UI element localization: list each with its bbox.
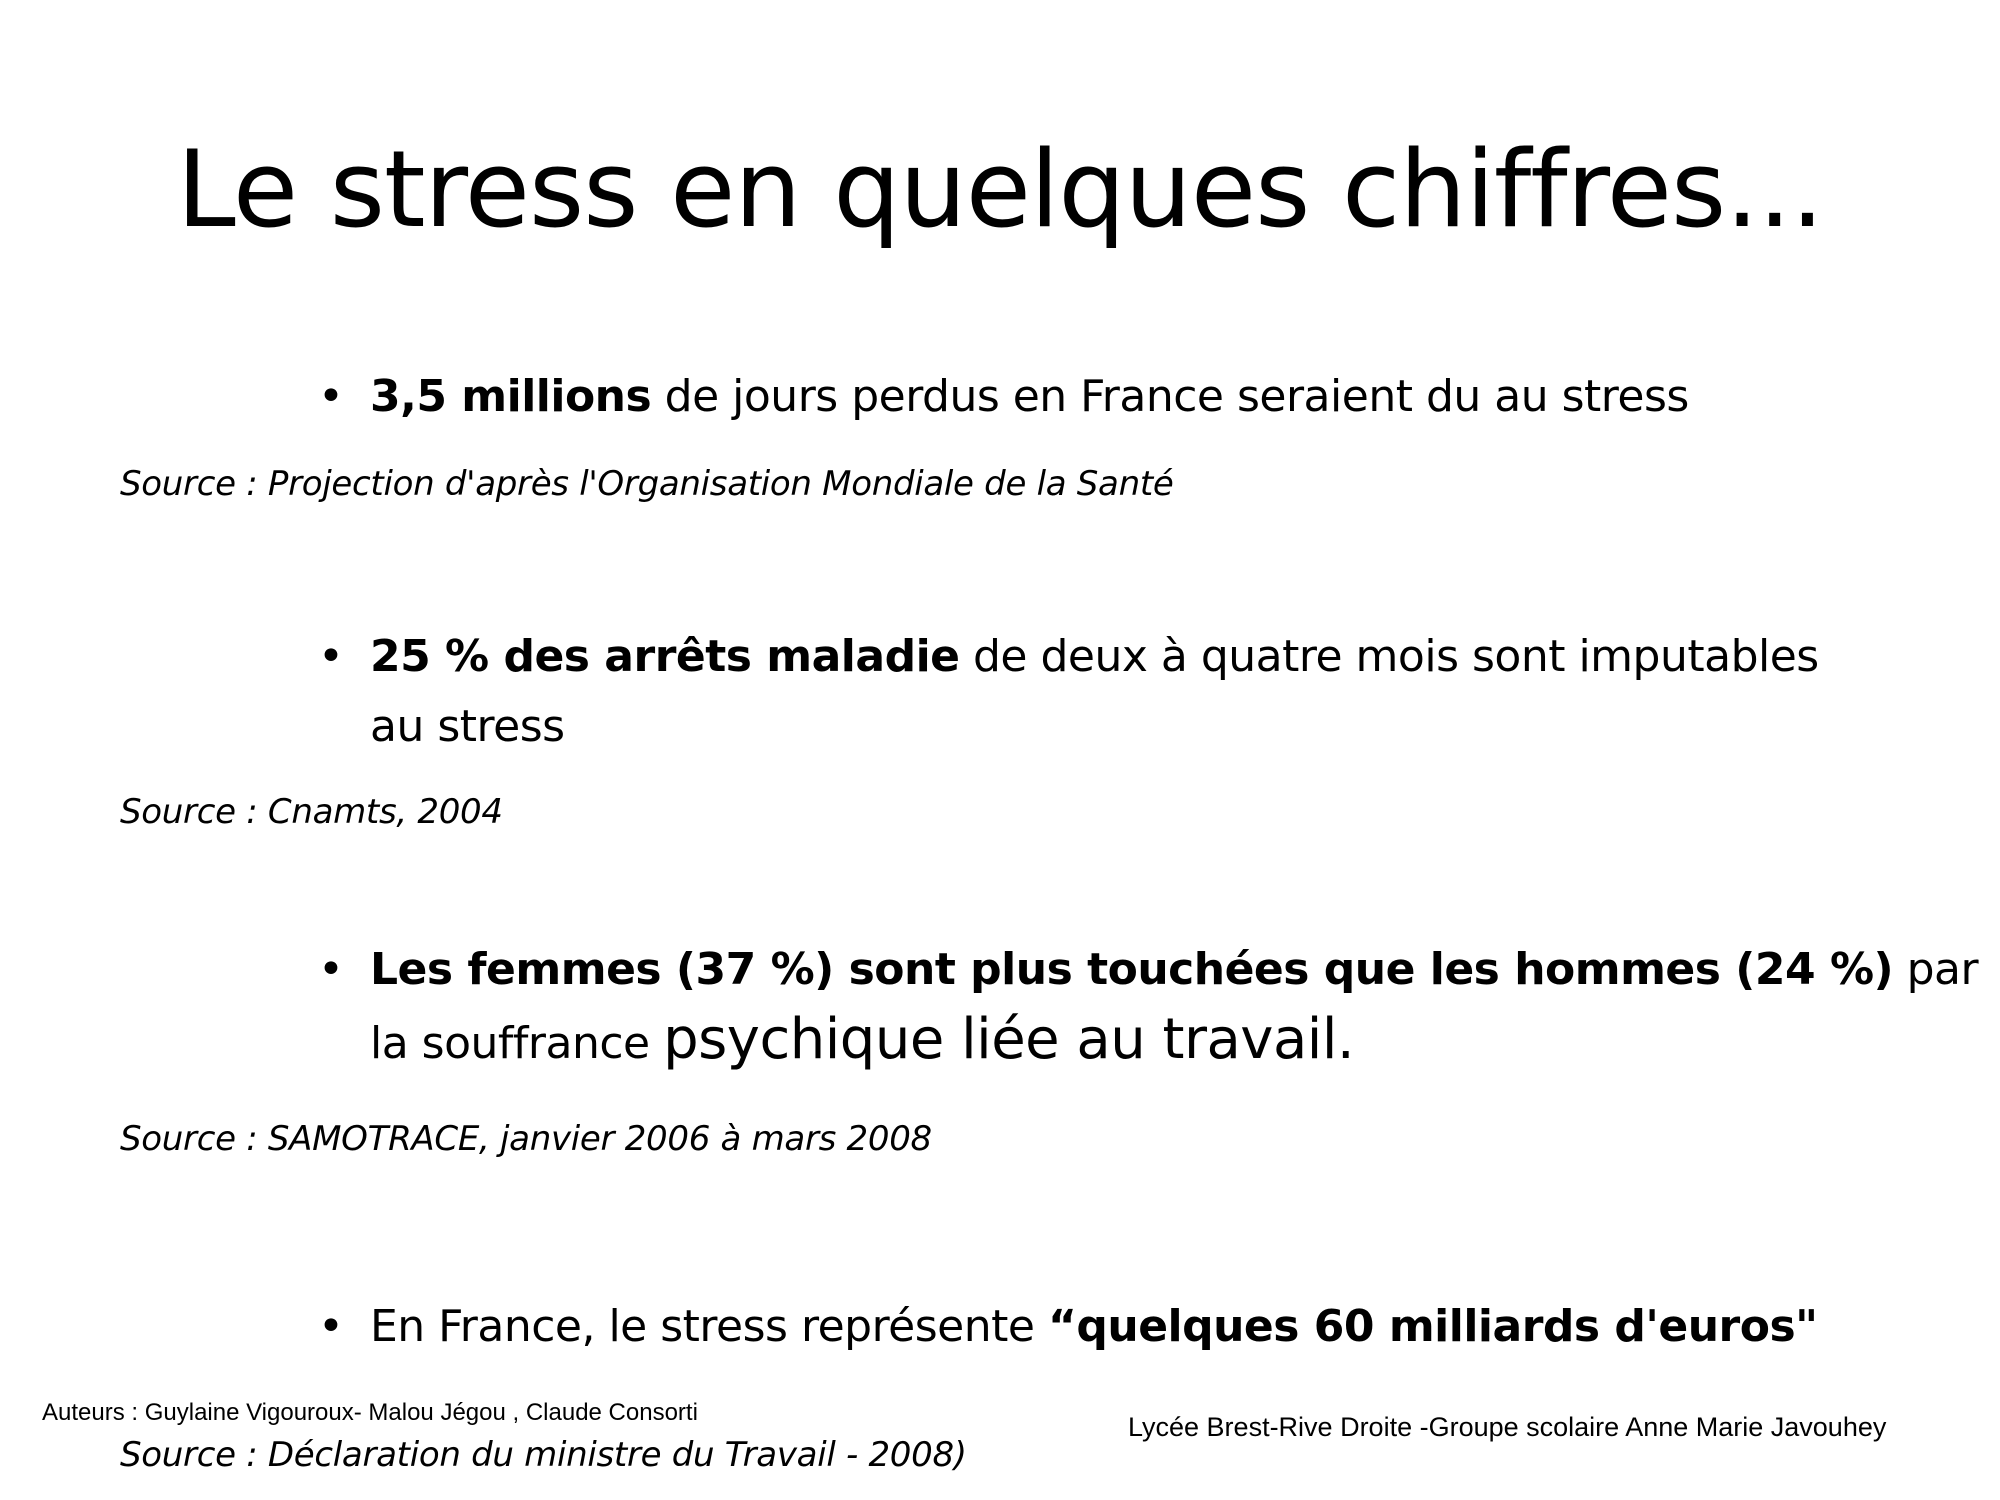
bullet-2-bold: 25 % des arrêts maladie [370, 631, 960, 682]
source-2: Source : Cnamts, 2004 [120, 792, 503, 832]
source-3: Source : SAMOTRACE, janvier 2006 à mars 2008 [120, 1119, 932, 1159]
bullet-item-2 [318, 622, 1930, 762]
bullet-1-text: de jours perdus en France seraient du au stress [651, 371, 1689, 422]
footer-school: Lycée Brest-Rive Droite -Groupe scolaire Anne Marie Javouhey [1128, 1412, 1887, 1442]
bullet-3-continuation-b: psychique liée au travail. [663, 1007, 1355, 1072]
bullet-item-1 [318, 362, 1930, 432]
bullet-icon: • [318, 371, 344, 422]
bullet-4-text: En France, le stress représente [370, 1301, 1048, 1352]
bullet-icon: • [318, 944, 344, 995]
bullet-2-continuation: au stress [370, 701, 565, 752]
source-1: Source : Projection d'après l'Organisation Mondiale de la Santé [120, 464, 1174, 504]
bullet-icon: • [318, 1301, 344, 1352]
footer-authors: Auteurs : Guylaine Vigouroux- Malou Jégou , Claude Consorti [42, 1399, 698, 1426]
bullet-1-bold: 3,5 millions [370, 371, 652, 422]
slide-title: Le stress en quelques chiffres... [176, 128, 1824, 251]
bullet-3-text: par [1893, 944, 1979, 995]
bullet-3-continuation-a: la souffrance [370, 1018, 664, 1069]
bullet-icon: • [318, 631, 344, 682]
source-4: Source : Déclaration du ministre du Travail - 2008) [120, 1435, 967, 1475]
bullet-item-3 [318, 935, 1979, 1079]
bullet-4-bold: “quelques 60 milliards d'euros" [1047, 1301, 1818, 1352]
bullet-2-text: de deux à quatre mois sont imputables [959, 631, 1819, 682]
bullet-3-bold: Les femmes (37 %) sont plus touchées que les hommes (24 %) [370, 944, 1894, 995]
bullet-item-4 [318, 1292, 1930, 1362]
